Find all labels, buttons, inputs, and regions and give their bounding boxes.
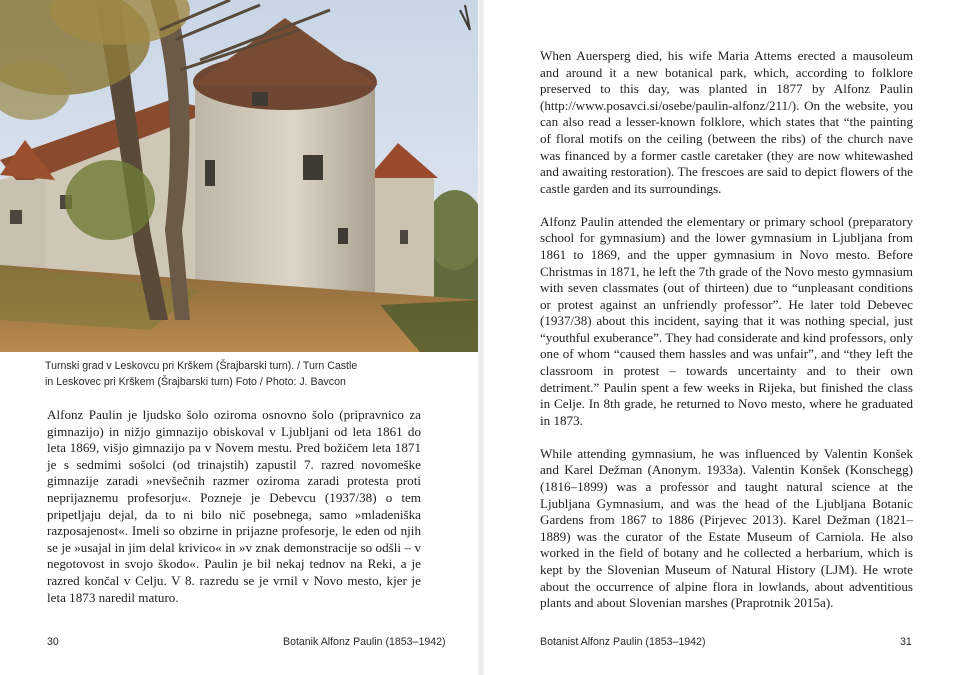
right-page: [484, 0, 960, 675]
left-body-paragraph: Alfonz Paulin je ljudsko šolo oziroma osnovno šolo (pripravnico za gimnazijo) in nižjo gimnazijo obiskoval v Ljubljani od leta 1861 do leta 1869, višjo gimnazijo pa v Novem mestu. Pred božičem leta 1871 je s sedmimi sošolci (od trinajstih) zapustil 7. razred novomeške gimnazije zaradi »nevšečnih razmer oziroma zaradi protesta proti neprijaznemu profesorju«. Pozneje je Debevcu (1937/38) o tem pripetljaju dejal, da to ni bilo nič posebnega, samo »mladeniška razposajenost«. Imeli so obzirne in prijazne profesorje, le eden od njih se je »usajal in jim delal krivico« in »v znak demonstracije so odšli – v negotovost in svojo škodo«. Paulin je bil nekaj tednov na Reki, a je razred končal v Celju. V 8. razredu se je vrnil v Novo mesto, kjer je leta 1873 naredil maturo.: [47, 407, 421, 605]
running-title-left: Botanik Alfonz Paulin (1853–1942): [283, 636, 446, 648]
page-number-left: 30: [47, 636, 59, 648]
caption-line-2: in Leskovec pri Krškem (Šrajbarski turn) Foto / Photo: J. Bavcon: [45, 376, 346, 388]
photo-caption: [45, 358, 445, 390]
right-body: [540, 48, 913, 628]
right-paragraph-1: When Auersperg died, his wife Maria Attems erected a mausoleum and around it a new botanical park, which, according to folklore preserved to this day, was planted in 1877 by Alfonz Paulin (http://www.posavci.si/osebe/paulin-alfonz/211/). On the website, you can also read a lesser-known folklore, which states that “the painting of floral motifs on the ceiling (between the ribs) of the church nave was financed by a former castle caretaker (they are now whitewashed and awaiting restoration). The frescoes are said to depict flowers of the castle garden and its surroundings.: [540, 48, 913, 196]
running-title-right: Botanist Alfonz Paulin (1853–1942): [540, 636, 706, 648]
page-number-right: 31: [900, 636, 912, 648]
castle-photo: [0, 0, 480, 352]
right-paragraph-2: Alfonz Paulin attended the elementary or primary school (preparatory school for gymnasium) and the lower gymnasium in Ljubljana from 1861 to 1869, and the upper gymnasium in Novo mesto. Before Christmas in 1871, he left the 7th grade of the Novo mesto gymnasium with seven classmates (out of thirteen) due to “unpleasant conditions or protest against an unfriendly professor”. He later told Debevec (1937/38) about this incident, saying that it was nothing special, just “youthful exuberance”. They had considerate and kind professors, only one of whom “caused them hassles and was unfair”, and “they left the classroom in protest – towards uncertainty and to their own detriment.” Paulin spent a few weeks in Rijeka, but finished the class in Celje. In 8th grade, he returned to Novo mesto, where he graduated in 1873.: [540, 213, 913, 428]
caption-line-1: Turnski grad v Leskovcu pri Krškem (Šrajbarski turn). / Turn Castle: [45, 360, 358, 372]
right-paragraph-3: While attending gymnasium, he was influenced by Valentin Konšek and Karel Dežman (Anonym. 1933a). Valentin Konšek (Konschegg) (1816–1899) was a professor and taught natural science at the Ljubljana Gymnasium, and was the head of the Ljubljana Botanic Gardens from 1867 to 1886 (Pirjevec 2013). Karel Dežman (1821–1889) was the curator of the Estate Museum of Carniola. He also worked in the field of botany and he collected a herbarium, which is kept by the Slovenian Museum of Natural History (LJM). He wrote about the occurrence of alpine flora in lowlands, about adventitious plants and about Slovenian marshes (Praprotnik 2015a).: [540, 445, 913, 611]
